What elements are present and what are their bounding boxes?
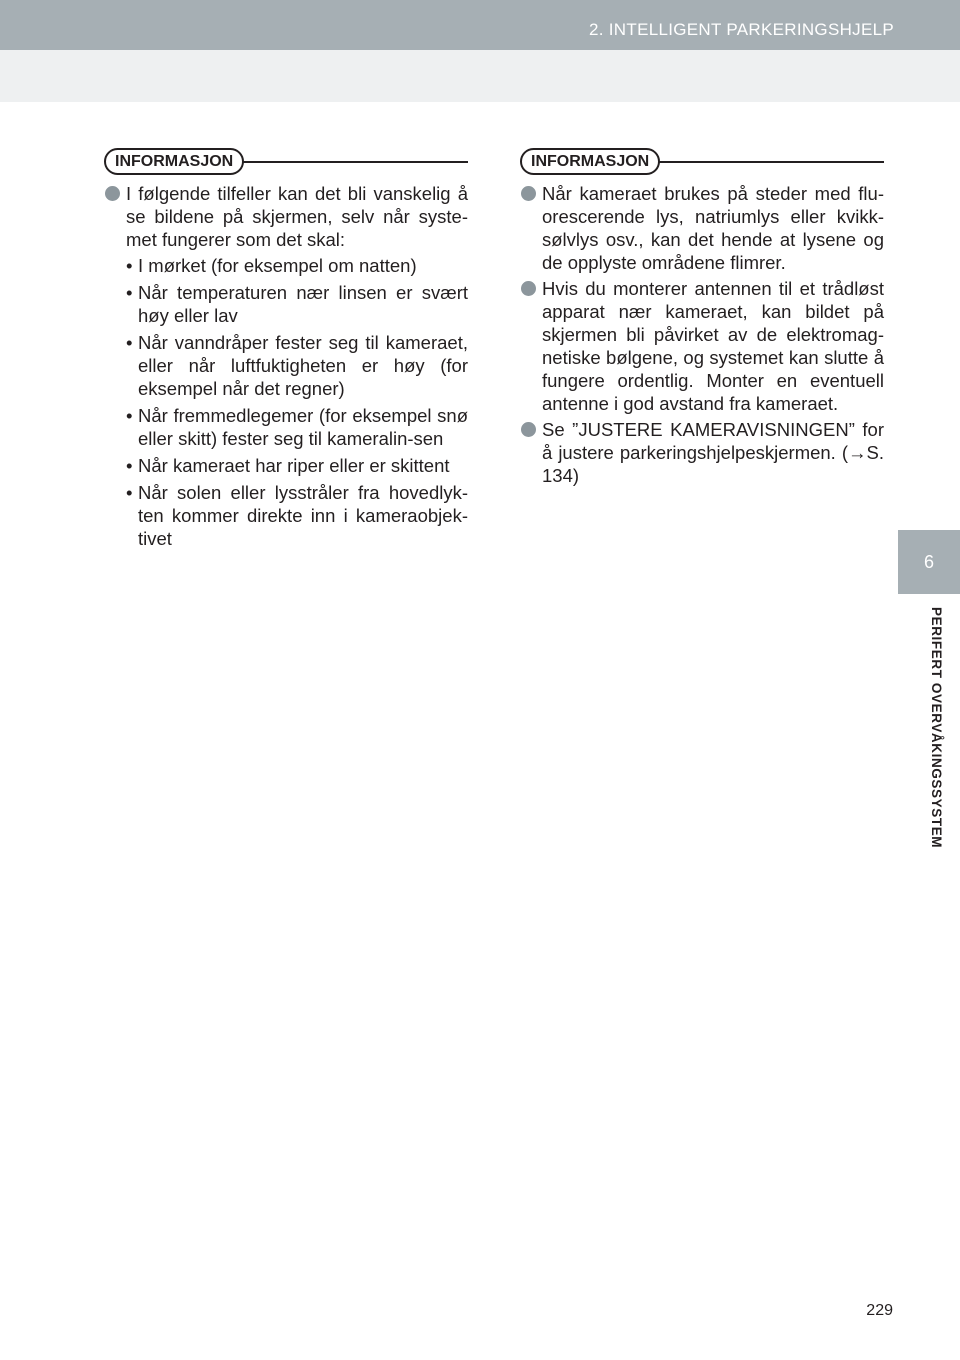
sub-list-item-text: Når kameraet har riper eller er skittent bbox=[138, 455, 450, 476]
section-title: 2. INTELLIGENT PARKERINGSHJELP bbox=[588, 20, 894, 39]
sub-list-item bbox=[104, 481, 468, 550]
chapter-tab bbox=[898, 530, 960, 594]
list-item-text: I følgende tilfeller kan det bli vanskelig å se bildene på skjermen, selv når syste-met fungerer som det skal: bbox=[126, 183, 468, 250]
sub-list-item-text: I mørket (for eksempel om natten) bbox=[138, 255, 417, 276]
bullet-icon bbox=[521, 422, 536, 437]
list-item bbox=[520, 418, 884, 487]
info-header bbox=[520, 148, 884, 176]
list-item bbox=[520, 182, 884, 274]
sub-list-item bbox=[104, 331, 468, 400]
dot-icon: • bbox=[126, 455, 133, 476]
list-item-text: Se ”JUSTERE KAMERAVISNINGEN” for å justere parkeringshjelpeskjermen. (→S. 134) bbox=[542, 419, 884, 486]
bullet-icon bbox=[105, 186, 120, 201]
sub-list-item bbox=[104, 404, 468, 450]
list-item bbox=[104, 182, 468, 251]
info-label: INFORMASJON bbox=[104, 148, 244, 175]
sub-list-item-text: Når fremmedlegemer (for eksempel snø eller skitt) fester seg til kameralin-sen bbox=[138, 405, 468, 449]
dot-icon: • bbox=[126, 255, 133, 276]
sub-list-item-text: Når solen eller lysstråler fra hovedlyk-ten kommer direkte inn i kameraobjek-tivet bbox=[138, 482, 468, 549]
page-number: 229 bbox=[866, 1302, 893, 1319]
info-label: INFORMASJON bbox=[520, 148, 660, 175]
sub-list-item-text: Når vanndråper fester seg til kameraet, eller når luftfuktigheten er høy (for eksempel når det regner) bbox=[138, 332, 468, 399]
info-header bbox=[104, 148, 468, 176]
chapter-title: PERIFERT OVERVÅKINGSSYSTEM bbox=[929, 607, 944, 849]
list-item bbox=[520, 277, 884, 415]
sub-list-item bbox=[104, 281, 468, 327]
sub-list-item bbox=[104, 454, 468, 477]
sub-list-item bbox=[104, 254, 468, 277]
bullet-icon bbox=[521, 281, 536, 296]
dot-icon: • bbox=[126, 332, 133, 353]
list-item-text: Når kameraet brukes på steder med flu-orescerende lys, natriumlys eller kvikk-sølvlys osv., kan det hende at lysene og de opplyste områdene flimrer. bbox=[542, 183, 884, 273]
info-box-right bbox=[520, 148, 884, 490]
header-bar bbox=[0, 0, 960, 50]
header-band bbox=[0, 50, 960, 102]
dot-icon: • bbox=[126, 405, 133, 426]
bullet-icon bbox=[521, 186, 536, 201]
dot-icon: • bbox=[126, 482, 133, 503]
info-box-left bbox=[104, 148, 468, 554]
dot-icon: • bbox=[126, 282, 133, 303]
sub-list-item-text: Når temperaturen nær linsen er svært høy eller lav bbox=[138, 282, 468, 326]
chapter-number: 6 bbox=[923, 551, 934, 572]
list-item-text: Hvis du monterer antennen til et trådløst apparat nær kameraet, kan bildet på skjermen bli påvirket av de elektromag-netiske bølgene, og systemet kan slutte å fungere ordentlig. Monter en eventuell antenne i god avstand fra kameraet. bbox=[542, 278, 884, 414]
